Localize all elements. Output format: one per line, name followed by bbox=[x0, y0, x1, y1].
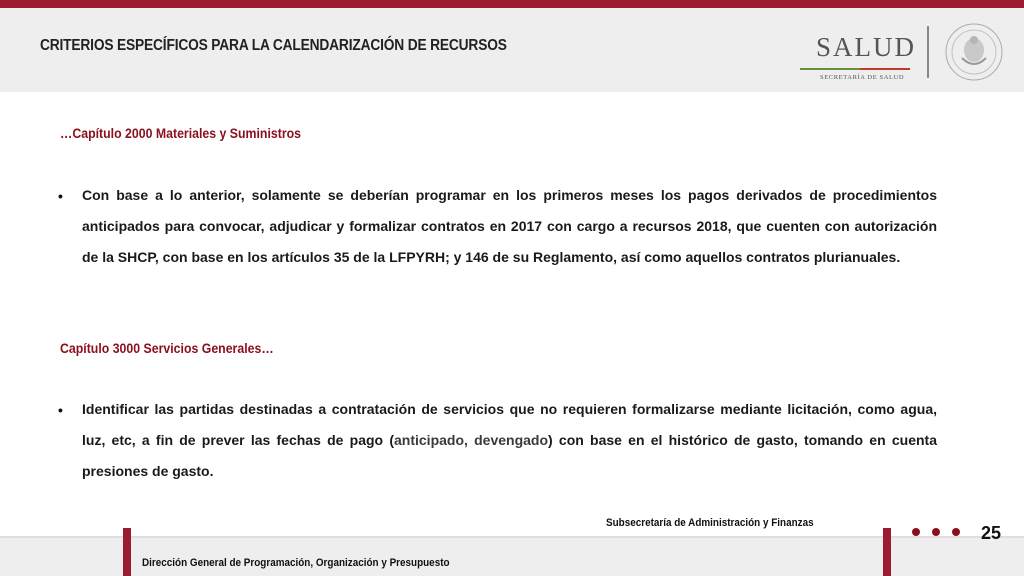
logo-wordmark: SALUD bbox=[816, 32, 917, 62]
top-accent-bar bbox=[0, 0, 1024, 8]
logo-divider bbox=[927, 26, 929, 78]
paragraph-2000: Con base a lo anterior, solamente se deberían programar en los primeros meses los pagos derivados de procedimientos anticipados para convocar, adjudicar y formalizar contratos en 2017 con cargo a recursos 2018, que cuenten con autorización de la SHCP, con base en los artículos 35 de la LFPYRH; y 146 de su Reglamento, así como aquellos contratos plurianuales. bbox=[82, 187, 937, 265]
section-heading-3000: Capítulo 3000 Servicios Generales… bbox=[60, 340, 274, 356]
page-number: 25 bbox=[981, 523, 1002, 543]
footer-accent-bar-left bbox=[123, 528, 131, 576]
logo-subtitle: SECRETARÍA DE SALUD bbox=[820, 74, 905, 81]
footer-direccion: Dirección General de Programación, Organización y Presupuesto bbox=[142, 557, 450, 569]
bullet-marker: • bbox=[58, 402, 63, 418]
slide-header bbox=[0, 8, 1024, 92]
paragraph-3000-highlight: anticipado, devengado bbox=[394, 432, 549, 448]
logo-underline bbox=[800, 68, 910, 70]
national-seal-icon bbox=[940, 20, 1008, 84]
salud-logo bbox=[800, 26, 917, 86]
footer-accent-bar-right bbox=[883, 528, 891, 576]
section-heading-2000: …Capítulo 2000 Materiales y Suministros bbox=[60, 125, 302, 141]
slide-title: CRITERIOS ESPECÍFICOS PARA LA CALENDARIZACIÓN DE RECURSOS bbox=[40, 37, 507, 54]
paragraph-3000-before: Identificar las partidas destinadas a contratación de servicios que no requieren formalizarse mediante licitación, como agua, luz, etc, a fin de prever las fechas de pago ( bbox=[82, 401, 937, 448]
footer-subsecretaria: Subsecretaría de Administración y Finanzas bbox=[606, 517, 814, 529]
bullet-marker: • bbox=[58, 188, 63, 204]
paragraph-3000-after: ) con base en el histórico de gasto, tomando en cuenta presiones de gasto. bbox=[82, 432, 937, 479]
paragraph-3000 bbox=[82, 394, 937, 487]
